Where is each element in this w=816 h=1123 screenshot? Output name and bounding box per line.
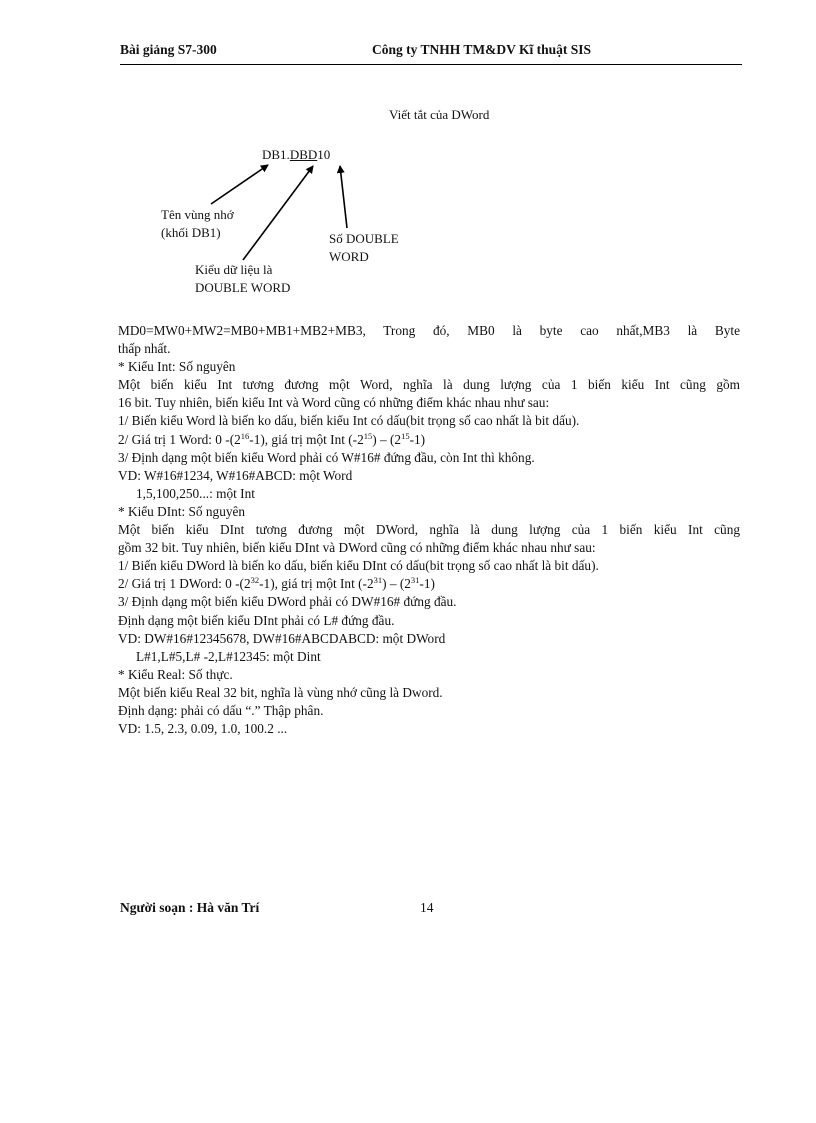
- page-number: 14: [420, 900, 434, 915]
- arrow-area: [211, 165, 268, 204]
- paragraph-line: Một biến kiểu Real 32 bit, nghĩa là vùng nhớ cũng là Dword.: [118, 684, 443, 700]
- arrow-number: [340, 166, 347, 228]
- label-number: Số DOUBLE WORD: [329, 231, 399, 264]
- body-text: [118, 322, 740, 738]
- section-heading-real: * Kiểu Real: Số thực.: [118, 666, 233, 682]
- example-line: 1,5,100,250...: một Int: [136, 485, 255, 501]
- header-company: Công ty TNHH TM&DV Kĩ thuật SIS: [372, 42, 592, 57]
- paragraph-line: Một biến kiểu Int tương đương một Word, nghĩa là dung lượng của 1 biến kiểu Int cũng gồm: [118, 377, 740, 393]
- diagram-arrows: [0, 0, 816, 330]
- paragraph-line: 2/ Giá trị 1 DWord: 0 $-(2^{32}-1)$, giá trị một Int $(-2^{31}) - (2^{31}-1)$: [118, 575, 435, 592]
- paragraph-line: 3/ Định dạng một biến kiểu DWord phải có DW#16# đứng đầu.: [118, 594, 457, 610]
- label-memory-area: Tên vùng nhớ (khối DB1): [161, 207, 234, 240]
- example-line: VD: DW#16#12345678, DW#16#ABCDABCD: một DWord: [118, 630, 446, 646]
- paragraph-line: Một biến kiểu DInt tương đương một DWord, nghĩa là dung lượng của 1 biến kiểu Int cũng: [118, 522, 740, 538]
- section-heading-dint: * Kiểu DInt: Số nguyên: [118, 503, 246, 519]
- section-heading-int: * Kiểu Int: Số nguyên: [118, 359, 236, 375]
- label-data-type: Kiểu dữ liệu là DOUBLE WORD: [195, 262, 291, 295]
- address-number: 10: [317, 147, 331, 162]
- paragraph-line: 1/ Biến kiểu Word là biến ko dấu, biến kiểu Int có dấu(bit trọng số cao nhất là bit dấu).: [118, 413, 580, 429]
- paragraph-line: 16 bit. Tuy nhiên, biến kiểu Int và Word cũng có những điểm khác nhau như sau:: [118, 395, 550, 411]
- paragraph-line: Định dạng một biến kiểu DInt phải có L# đứng đầu.: [118, 612, 395, 628]
- example-line: VD: 1.5, 2.3, 0.09, 1.0, 100.2 ...: [118, 721, 288, 737]
- paragraph-line: Định dạng: phải có dấu “.” Thập phân.: [118, 702, 324, 718]
- example-line: VD: W#16#1234, W#16#ABCD: một Word: [118, 467, 353, 483]
- paragraph-line: thấp nhất.: [118, 341, 171, 357]
- paragraph-line: MD0=MW0+MW2=MB0+MB1+MB2+MB3, Trong đó, MB0 là byte cao nhất,MB3 là Byte: [118, 323, 740, 338]
- paragraph-line: 1/ Biến kiểu DWord là biến ko dấu, biến kiểu DInt có dấu(bit trọng số cao nhất là bit dấu).: [118, 558, 599, 574]
- example-line: L#1,L#5,L# -2,L#12345: một Dint: [136, 648, 321, 664]
- footer-author: Người soạn : Hà văn Trí: [120, 900, 260, 915]
- diagram-caption: Viết tắt của DWord: [389, 107, 490, 122]
- paragraph-line: gồm 32 bit. Tuy nhiên, biến kiểu DInt và DWord cũng có những điểm khác nhau như sau:: [118, 540, 596, 556]
- address-prefix: DB1.: [262, 147, 290, 162]
- arrow-type: [243, 166, 313, 260]
- address-type: DBD: [289, 147, 318, 162]
- paragraph-line: 2/ Giá trị 1 Word: 0 $-(2^{16}-1)$, giá trị một Int $(-2^{15}) - (2^{15}-1)$: [118, 430, 426, 447]
- paragraph-line: 3/ Định dạng một biến kiểu Word phải có W#16# đứng đầu, còn Int thì không.: [118, 449, 535, 465]
- header-title: Bài giảng S7-300: [120, 42, 217, 57]
